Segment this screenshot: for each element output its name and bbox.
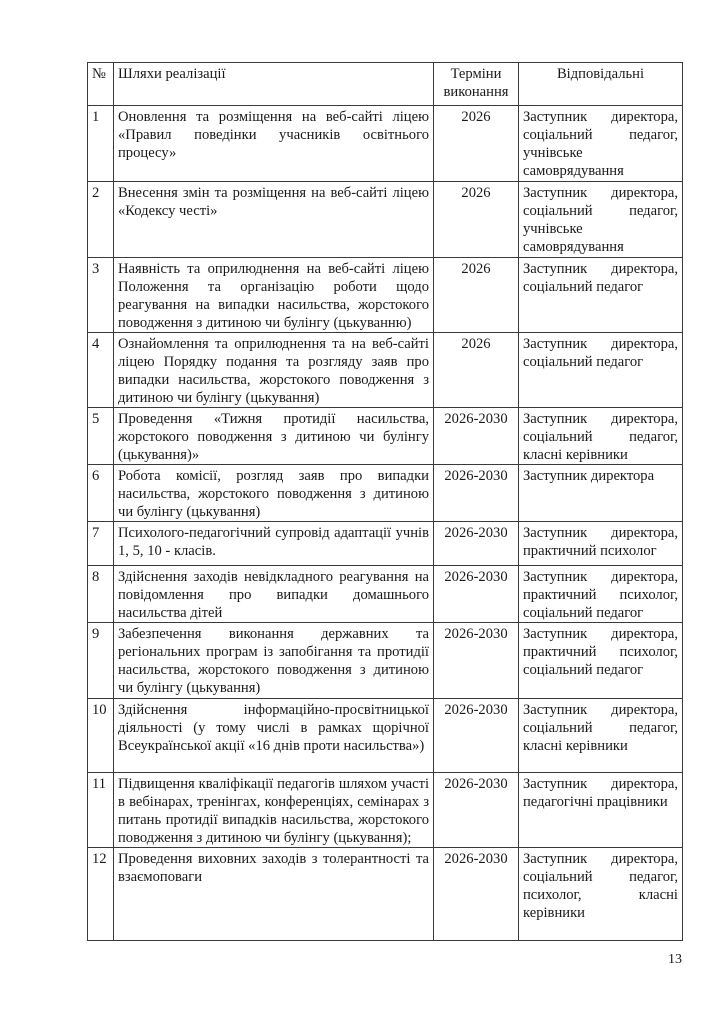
table-row xyxy=(88,566,683,623)
responsible-text-line: Заступник директора, xyxy=(523,261,678,277)
responsible-text-line: Заступник директора, xyxy=(523,336,678,352)
responsible-text-line: Заступник директора, xyxy=(523,702,678,718)
responsible-text-line: класні керівники xyxy=(523,738,628,754)
header-terms-line2: виконання xyxy=(443,84,509,100)
responsible-text-line: учнівське xyxy=(523,145,583,161)
row-term: 2026 xyxy=(434,182,519,258)
row-number: 8 xyxy=(88,566,114,623)
responsible-text-line: керівники xyxy=(523,905,585,921)
header-number: № xyxy=(88,63,114,106)
row-implementation-way xyxy=(114,333,434,408)
row-term: 2026-2030 xyxy=(434,566,519,623)
way-text-line: в вебінарах, тренінгах, конференціях, семінарах з xyxy=(118,794,429,810)
responsible-text-line: практичний психолог xyxy=(523,543,657,559)
row-number: 9 xyxy=(88,623,114,699)
header-ways: Шляхи реалізації xyxy=(114,63,434,106)
way-text-line: чи булінгу (цькування) xyxy=(118,680,261,696)
row-term: 2026 xyxy=(434,333,519,408)
way-text-line: Забезпечення виконання державних та xyxy=(118,626,429,642)
row-term: 2026-2030 xyxy=(434,773,519,848)
table-row xyxy=(88,408,683,465)
header-terms-line1: Терміни xyxy=(450,66,502,82)
way-text-line: Здійснення заходів невідкладного реагування на xyxy=(118,569,429,585)
row-implementation-way xyxy=(114,106,434,182)
table-row xyxy=(88,333,683,408)
row-number: 10 xyxy=(88,699,114,773)
implementation-plan-table xyxy=(87,62,683,941)
responsible-text-line: практичний психолог, xyxy=(523,587,678,603)
way-text-line: Наявність та оприлюднення на веб-сайті ліцею xyxy=(118,261,429,277)
responsible-text-line: Заступник директора, xyxy=(523,569,678,585)
way-text-line: Робота комісії, розгляд заяв про випадки xyxy=(118,468,429,484)
responsible-text-line: Заступник директора, xyxy=(523,776,678,792)
page-number: 13 xyxy=(668,952,682,967)
table-row xyxy=(88,699,683,773)
row-number: 11 xyxy=(88,773,114,848)
row-responsible xyxy=(519,848,683,941)
row-implementation-way xyxy=(114,773,434,848)
row-implementation-way xyxy=(114,566,434,623)
way-text-line: реагування на випадки насильства, жорстокого xyxy=(118,297,429,313)
row-responsible xyxy=(519,333,683,408)
header-responsible: Відповідальні xyxy=(519,63,683,106)
responsible-text-line: соціальний педагог xyxy=(523,605,644,621)
row-number: 12 xyxy=(88,848,114,941)
row-number: 4 xyxy=(88,333,114,408)
row-responsible xyxy=(519,408,683,465)
responsible-text-line: Заступник директора, xyxy=(523,851,678,867)
way-text-line: питань протидії випадків насильства, жорстокого xyxy=(118,812,429,828)
row-implementation-way xyxy=(114,465,434,522)
row-implementation-way xyxy=(114,848,434,941)
way-text-line: поводження з дитиною чи булінгу (цькуванню) xyxy=(118,315,412,331)
responsible-text-line: соціальний педагог, xyxy=(523,720,678,736)
table-row xyxy=(88,522,683,566)
row-number: 6 xyxy=(88,465,114,522)
responsible-text-line: Заступник директора, xyxy=(523,109,678,125)
row-term: 2026-2030 xyxy=(434,699,519,773)
row-number: 5 xyxy=(88,408,114,465)
responsible-text-line: соціальний педагог, xyxy=(523,203,678,219)
row-responsible xyxy=(519,773,683,848)
table-row xyxy=(88,623,683,699)
responsible-text-line: соціальний педагог, xyxy=(523,869,678,885)
row-responsible xyxy=(519,465,683,522)
table-row xyxy=(88,465,683,522)
way-text-line: «Кодексу честі» xyxy=(118,203,218,219)
way-text-line: насильства, жорстокого поводження з дитиною xyxy=(118,486,429,502)
table-body xyxy=(88,106,683,941)
responsible-text-line: психолог, класні xyxy=(523,887,678,903)
responsible-text-line: практичний психолог, xyxy=(523,644,678,660)
way-text-line: Оновлення та розміщення на веб-сайті ліцею xyxy=(118,109,429,125)
row-responsible xyxy=(519,182,683,258)
row-responsible xyxy=(519,566,683,623)
responsible-text-line: соціальний педагог xyxy=(523,662,644,678)
table-row xyxy=(88,258,683,333)
responsible-text-line: педагогічні працівники xyxy=(523,794,668,810)
row-term: 2026-2030 xyxy=(434,522,519,566)
way-text-line: випадки насильства, жорстокого поводження з xyxy=(118,372,429,388)
row-number: 1 xyxy=(88,106,114,182)
way-text-line: Психолого-педагогічний супровід адаптації учнів xyxy=(118,525,429,541)
responsible-text-line: Заступник директора, xyxy=(523,411,678,427)
way-text-line: поводження з дитиною чи булінгу (цькування); xyxy=(118,830,412,846)
way-text-line: регіональних програм із запобігання та протидії xyxy=(118,644,429,660)
table-row xyxy=(88,106,683,182)
way-text-line: «Правил поведінки учасників освітнього xyxy=(118,127,429,143)
responsible-text-line: Заступник директора, xyxy=(523,525,678,541)
responsible-text-line: Заступник директора, xyxy=(523,185,678,201)
responsible-text-line: класні керівники xyxy=(523,447,628,463)
way-text-line: (цькування)» xyxy=(118,447,200,463)
way-text-line: Здійснення інформаційно-просвітницької xyxy=(118,702,429,718)
table-header-row xyxy=(88,63,683,106)
responsible-text-line: соціальний педагог xyxy=(523,354,644,370)
responsible-text-line: Заступник директора xyxy=(523,468,655,484)
responsible-text-line: Заступник директора, xyxy=(523,626,678,642)
row-term: 2026-2030 xyxy=(434,465,519,522)
way-text-line: Проведення виховних заходів з толерантності та xyxy=(118,851,429,867)
way-text-line: Ознайомлення та оприлюднення та на веб-сайті xyxy=(118,336,429,352)
row-responsible xyxy=(519,522,683,566)
row-term: 2026-2030 xyxy=(434,408,519,465)
table-row xyxy=(88,773,683,848)
way-text-line: чи булінгу (цькування) xyxy=(118,504,261,520)
row-responsible xyxy=(519,623,683,699)
way-text-line: повідомлення про випадки домашнього xyxy=(118,587,429,603)
way-text-line: Положення та організацію роботи щодо xyxy=(118,279,429,295)
row-term: 2026 xyxy=(434,106,519,182)
responsible-text-line: самоврядування xyxy=(523,163,624,179)
way-text-line: Проведення «Тижня протидії насильства, xyxy=(118,411,429,427)
responsible-text-line: соціальний педагог, xyxy=(523,429,678,445)
responsible-text-line: соціальний педагог, xyxy=(523,127,678,143)
table-row xyxy=(88,182,683,258)
responsible-text-line: соціальний педагог xyxy=(523,279,644,295)
way-text-line: ліцею Порядку подання та розгляду заяв про xyxy=(118,354,429,370)
way-text-line: діяльності (у тому числі в рамках щорічної xyxy=(118,720,429,736)
way-text-line: Всеукраїнської акції «16 днів проти насильства») xyxy=(118,738,425,754)
row-implementation-way xyxy=(114,258,434,333)
row-responsible xyxy=(519,106,683,182)
row-implementation-way xyxy=(114,522,434,566)
row-term: 2026-2030 xyxy=(434,848,519,941)
way-text-line: 1, 5, 10 - класів. xyxy=(118,543,216,559)
row-number: 2 xyxy=(88,182,114,258)
row-term: 2026-2030 xyxy=(434,623,519,699)
row-implementation-way xyxy=(114,623,434,699)
way-text-line: насильства дітей xyxy=(118,605,223,621)
way-text-line: Внесення змін та розміщення на веб-сайті ліцею xyxy=(118,185,429,201)
way-text-line: жорстокого поводження з дитиною чи булінгу xyxy=(118,429,429,445)
row-responsible xyxy=(519,258,683,333)
responsible-text-line: учнівське xyxy=(523,221,583,237)
way-text-line: взаємоповаги xyxy=(118,869,203,885)
row-responsible xyxy=(519,699,683,773)
responsible-text-line: самоврядування xyxy=(523,239,624,255)
header-terms xyxy=(434,63,519,106)
row-implementation-way xyxy=(114,182,434,258)
way-text-line: процесу» xyxy=(118,145,177,161)
way-text-line: дитиною чи булінгу (цькування) xyxy=(118,390,320,406)
row-term: 2026 xyxy=(434,258,519,333)
way-text-line: Підвищення кваліфікації педагогів шляхом участі xyxy=(118,776,429,792)
table-row xyxy=(88,848,683,941)
row-implementation-way xyxy=(114,408,434,465)
way-text-line: насильства, жорстокого поводження з дитиною xyxy=(118,662,429,678)
row-number: 3 xyxy=(88,258,114,333)
row-number: 7 xyxy=(88,522,114,566)
row-implementation-way xyxy=(114,699,434,773)
